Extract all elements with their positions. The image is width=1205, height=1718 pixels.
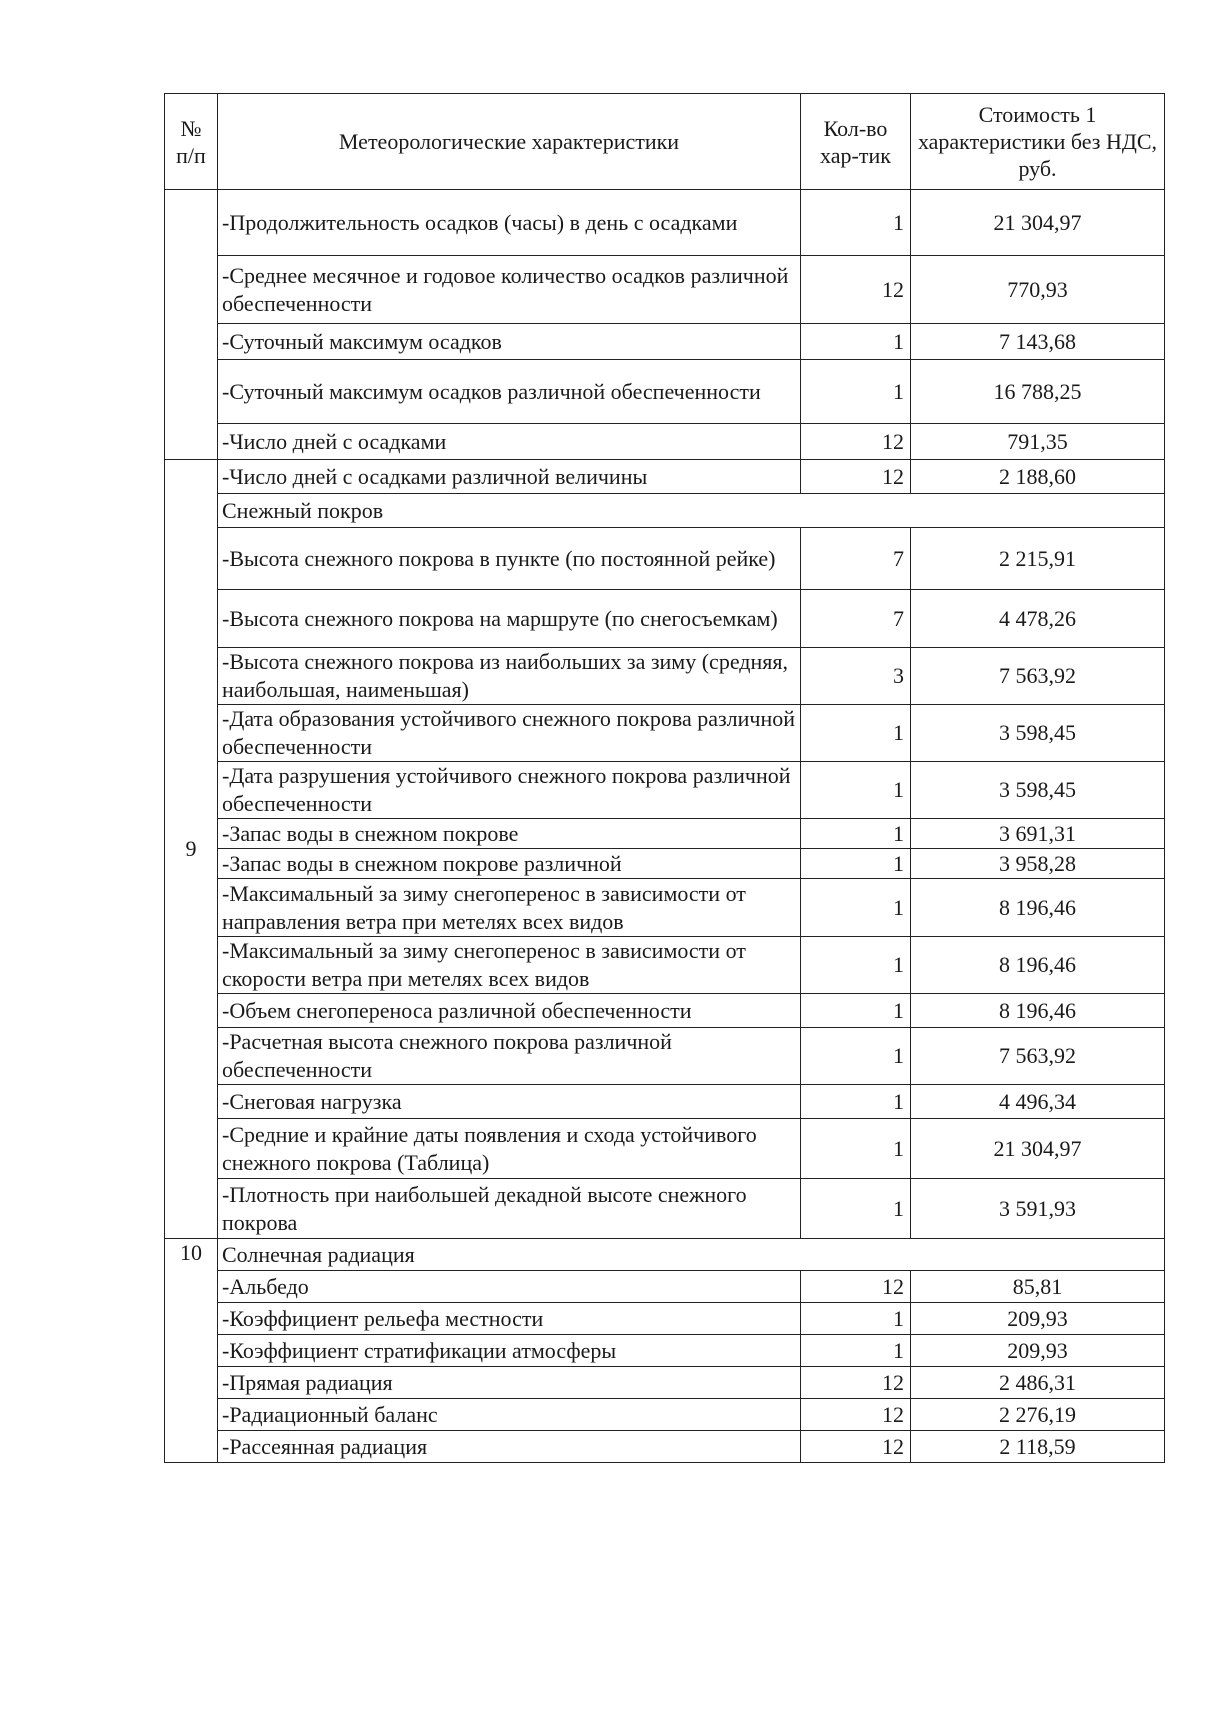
characteristic-cost: 2 188,60 [911,460,1165,494]
characteristic-cost: 791,35 [911,424,1165,460]
characteristic-cost: 16 788,25 [911,360,1165,424]
header-qty: Кол-во хар-тик [801,94,911,190]
characteristic-name: -Объем снегопереноса различной обеспеченности [218,994,801,1028]
characteristic-name: -Коэффициент стратификации атмосферы [218,1335,801,1367]
characteristic-qty: 12 [801,1399,911,1431]
table-row [165,849,1165,879]
characteristic-qty: 1 [801,360,911,424]
characteristic-qty: 1 [801,324,911,360]
characteristic-cost: 3 598,45 [911,705,1165,762]
characteristic-name: -Максимальный за зиму снегоперенос в зависимости от направления ветра при метелях всех видов [218,879,801,937]
table-row [165,324,1165,360]
characteristic-qty: 12 [801,1367,911,1399]
characteristic-cost: 2 215,91 [911,528,1165,590]
table-row [165,994,1165,1028]
header-name: Метеорологические характеристики [218,94,801,190]
characteristic-name: -Суточный максимум осадков [218,324,801,360]
characteristic-cost: 7 563,92 [911,1028,1165,1085]
table-row [165,590,1165,648]
characteristic-name: -Высота снежного покрова в пункте (по постоянной рейке) [218,528,801,590]
characteristic-name: -Высота снежного покрова из наибольших за зиму (средняя, наибольшая, наименьшая) [218,648,801,705]
table-row [165,190,1165,256]
table-row [165,1028,1165,1085]
characteristic-name: -Альбедо [218,1271,801,1303]
characteristic-qty: 1 [801,849,911,879]
table-row [165,1085,1165,1119]
table-row [165,705,1165,762]
table-row [165,256,1165,324]
header-num: № п/п [165,94,218,190]
characteristic-cost: 3 691,31 [911,819,1165,849]
characteristic-qty: 1 [801,190,911,256]
characteristic-qty: 7 [801,590,911,648]
characteristic-cost: 2 486,31 [911,1367,1165,1399]
characteristic-cost: 8 196,46 [911,994,1165,1028]
characteristic-qty: 12 [801,424,911,460]
characteristic-name: -Максимальный за зиму снегоперенос в зависимости от скорости ветра при метелях всех видов [218,937,801,994]
header-cost: Стоимость 1 характеристики без НДС, руб. [911,94,1165,190]
characteristic-name: -Дата образования устойчивого снежного покрова различной обеспеченности [218,705,801,762]
section-title-row [165,494,1165,528]
table-row [165,528,1165,590]
characteristic-qty: 1 [801,1085,911,1119]
characteristic-cost: 2 118,59 [911,1431,1165,1463]
characteristic-cost: 8 196,46 [911,937,1165,994]
characteristic-name: -Дата разрушения устойчивого снежного покрова различной обеспеченности [218,762,801,819]
characteristic-cost: 85,81 [911,1271,1165,1303]
characteristic-cost: 21 304,97 [911,1119,1165,1179]
table-row [165,360,1165,424]
table-row [165,1335,1165,1367]
characteristic-name: -Среднее месячное и годовое количество осадков различной обеспеченности [218,256,801,324]
characteristic-qty: 12 [801,1431,911,1463]
characteristic-name: -Расчетная высота снежного покрова различной обеспеченности [218,1028,801,1085]
characteristic-name: -Снеговая нагрузка [218,1085,801,1119]
table-row [165,1119,1165,1179]
characteristic-cost: 21 304,97 [911,190,1165,256]
characteristic-qty: 1 [801,1335,911,1367]
characteristic-cost: 4 478,26 [911,590,1165,648]
characteristic-cost: 3 958,28 [911,849,1165,879]
table-header-row [165,94,1165,190]
section-number: 10 [165,1239,218,1463]
price-table-page [164,93,1164,1463]
characteristic-cost: 8 196,46 [911,879,1165,937]
characteristic-name: -Число дней с осадками различной величины [218,460,801,494]
table-row [165,1179,1165,1239]
characteristic-qty: 7 [801,528,911,590]
section-title: Солнечная радиация [218,1239,1165,1271]
table-row [165,1431,1165,1463]
table-row [165,1399,1165,1431]
characteristic-name: -Плотность при наибольшей декадной высоте снежного покрова [218,1179,801,1239]
characteristic-cost: 4 496,34 [911,1085,1165,1119]
table-row [165,1303,1165,1335]
characteristic-name: -Запас воды в снежном покрове [218,819,801,849]
characteristic-name: -Прямая радиация [218,1367,801,1399]
section-number: 9 [165,460,218,1239]
characteristic-qty: 12 [801,1271,911,1303]
characteristic-name: -Коэффициент рельефа местности [218,1303,801,1335]
table-row [165,424,1165,460]
characteristic-qty: 1 [801,819,911,849]
characteristic-qty: 1 [801,879,911,937]
table-body [165,190,1165,1463]
characteristic-cost: 3 598,45 [911,762,1165,819]
characteristic-name: -Радиационный баланс [218,1399,801,1431]
characteristic-qty: 1 [801,994,911,1028]
characteristic-qty: 1 [801,705,911,762]
characteristic-name: -Запас воды в снежном покрове различной [218,849,801,879]
characteristic-cost: 770,93 [911,256,1165,324]
characteristic-cost: 209,93 [911,1303,1165,1335]
characteristic-qty: 1 [801,1303,911,1335]
characteristic-cost: 3 591,93 [911,1179,1165,1239]
row-number-empty [165,190,218,460]
characteristic-name: -Высота снежного покрова на маршруте (по снегосъемкам) [218,590,801,648]
table-row [165,879,1165,937]
characteristic-qty: 3 [801,648,911,705]
characteristic-qty: 12 [801,460,911,494]
table-row [165,1367,1165,1399]
table-row [165,1271,1165,1303]
characteristic-name: -Суточный максимум осадков различной обеспеченности [218,360,801,424]
section-title-row [165,1239,1165,1271]
characteristic-qty: 1 [801,1119,911,1179]
characteristic-name: -Рассеянная радиация [218,1431,801,1463]
characteristic-name: -Число дней с осадками [218,424,801,460]
characteristic-cost: 7 143,68 [911,324,1165,360]
characteristic-name: -Средние и крайние даты появления и схода устойчивого снежного покрова (Таблица) [218,1119,801,1179]
characteristic-cost: 7 563,92 [911,648,1165,705]
table-row [165,819,1165,849]
characteristic-cost: 2 276,19 [911,1399,1165,1431]
section-title: Снежный покров [218,494,1165,528]
table-row [165,460,1165,494]
table-row [165,937,1165,994]
meteorological-price-table [164,93,1165,1463]
characteristic-qty: 1 [801,762,911,819]
table-row [165,648,1165,705]
characteristic-qty: 12 [801,256,911,324]
characteristic-qty: 1 [801,937,911,994]
characteristic-cost: 209,93 [911,1335,1165,1367]
characteristic-name: -Продолжительность осадков (часы) в день с осадками [218,190,801,256]
characteristic-qty: 1 [801,1028,911,1085]
characteristic-qty: 1 [801,1179,911,1239]
table-row [165,762,1165,819]
